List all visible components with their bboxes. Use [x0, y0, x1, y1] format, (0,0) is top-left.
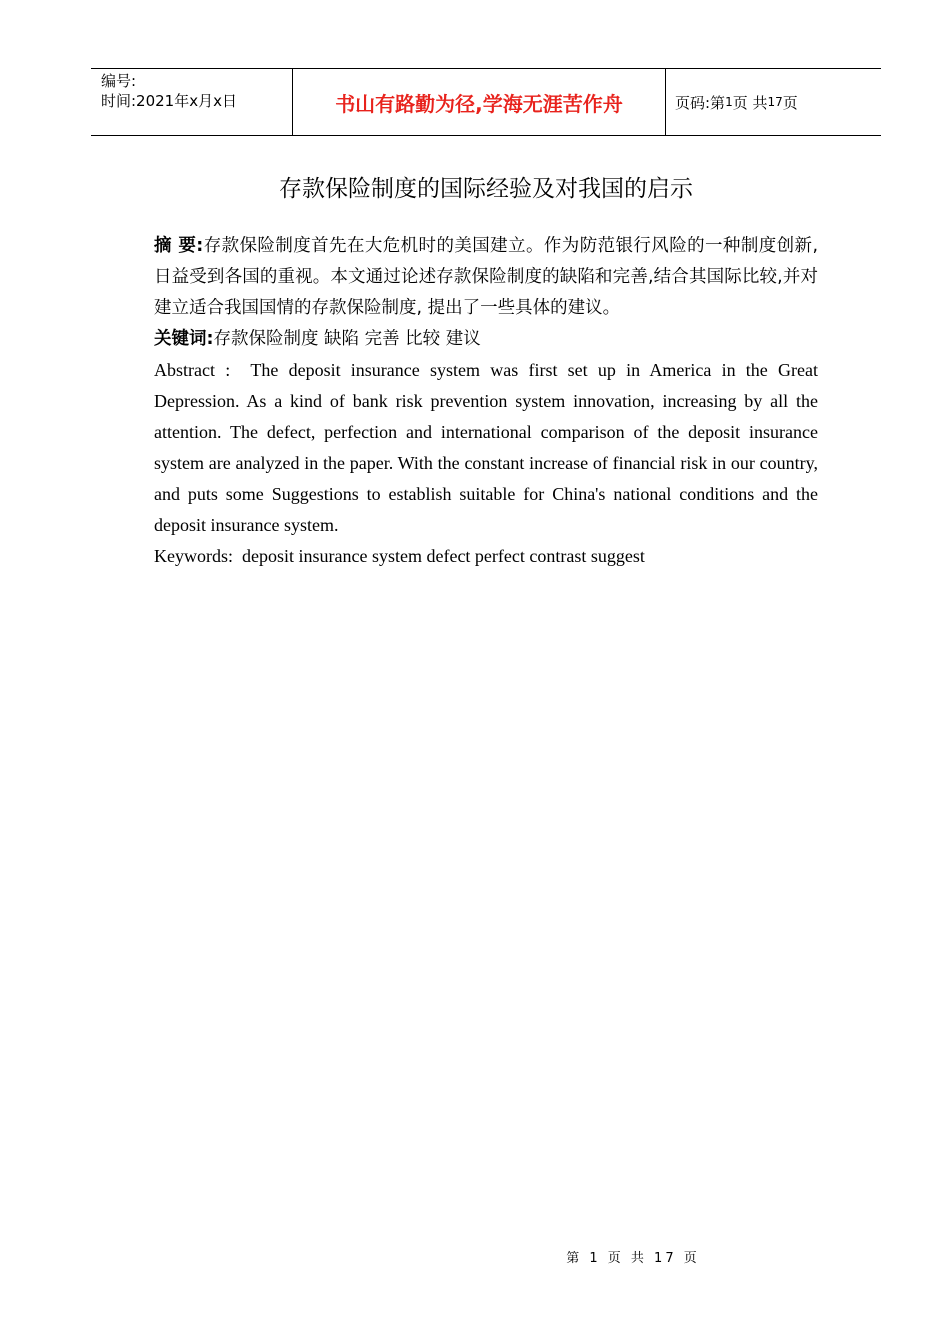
abstract-en-text: The deposit insurance system was first set up in America in the Great Depression. As a kind of bank risk prevention system innovation, increasing by all the attention. The defect, perfection and international comparison of the deposit insurance system are analyzed in the paper. With the constant increase of financial risk in our country, and puts some Suggestions to establish suitable for China's national conditions and the deposit insurance system.	[154, 360, 818, 535]
abstract-en	[154, 355, 818, 541]
keywords-cn-label: 关键词:	[154, 329, 214, 349]
page-prefix: 页码:第	[675, 93, 726, 112]
keywords-en	[154, 541, 818, 572]
document-body	[154, 231, 818, 572]
abstract-cn	[154, 231, 818, 324]
page-suffix: 页	[782, 93, 798, 112]
abstract-cn-label: 摘 要:	[154, 236, 204, 256]
keywords-cn	[154, 324, 818, 355]
page-footer: 第 1 页 共 17 页	[566, 1251, 700, 1266]
page-mid: 页 共	[732, 93, 768, 112]
header-page-info	[666, 69, 881, 135]
document-title: 存款保险制度的国际经验及对我国的启示	[279, 176, 693, 202]
abstract-cn-text: 存款保险制度首先在大危机时的美国建立。作为防范银行风险的一种制度创新, 日益受到各国的重视。本文通过论述存款保险制度的缺陷和完善,结合其国际比较,并对建立适合我国国情的存款保险制度, 提出了一些具体的建议。	[154, 236, 819, 318]
header-motto: 书山有路勤为径,学海无涯苦作舟	[292, 69, 666, 135]
page-number: 1	[725, 95, 733, 109]
serial-label: 编号:	[101, 72, 137, 90]
time-label: 时间:2021年x月x日	[101, 92, 237, 110]
page-total: 17	[767, 95, 783, 109]
keywords-cn-text: 存款保险制度 缺陷 完善 比较 建议	[213, 329, 481, 349]
header-table	[91, 68, 881, 136]
keywords-en-text: deposit insurance system defect perfect contrast suggest	[242, 546, 645, 566]
abstract-en-label: Abstract :	[154, 360, 231, 380]
keywords-en-label: Keywords:	[154, 546, 233, 566]
header-meta-cell	[91, 69, 293, 135]
